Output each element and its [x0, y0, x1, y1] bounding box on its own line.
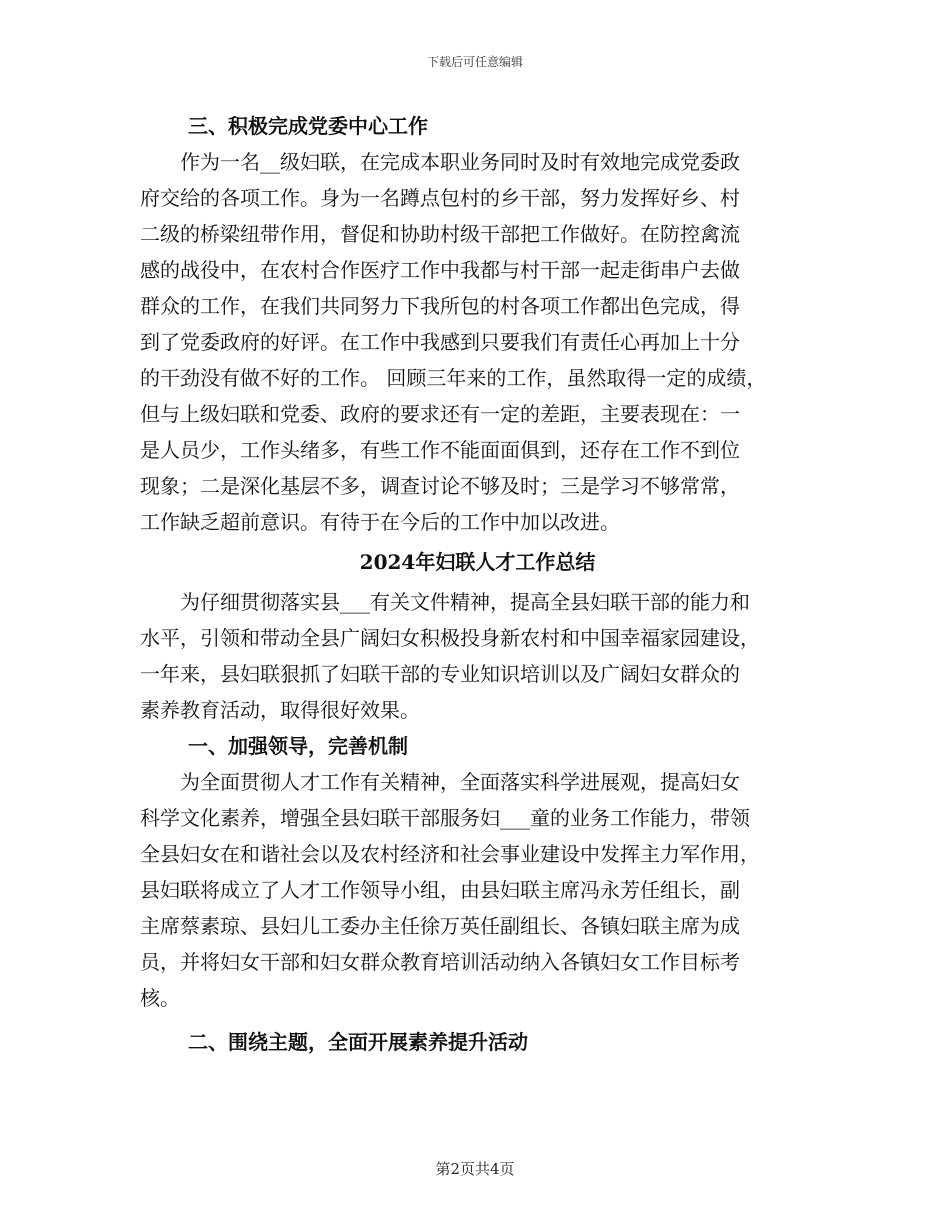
paragraph-line: 素养教育活动，取得很好效果。	[140, 698, 420, 722]
paragraph-line: 核。	[140, 986, 180, 1010]
section-3-heading: 三、积极完成党委中心工作	[188, 114, 428, 138]
intro-paragraph	[140, 584, 815, 728]
paragraph-line: 科学文化素养，增强全县妇联干部服务妇___童的业务工作能力，带领	[140, 806, 750, 830]
paragraph-line: 现象；二是深化基层不多，调查讨论不够及时；三是学习不够常常，	[140, 474, 740, 498]
paragraph-line: 府交给的各项工作。身为一名蹲点包村的乡干部，努力发挥好乡、村	[140, 186, 740, 210]
section-3-paragraph	[140, 144, 815, 540]
paragraph-line: 为仔细贯彻落实县___有关文件精神，提高全县妇联干部的能力和	[140, 590, 750, 614]
section-1-paragraph	[140, 764, 815, 1016]
paragraph-line: 到了党委政府的好评。在工作中我感到只要我们有责任心再加上十分	[140, 330, 740, 354]
page-header: 下载后可任意编辑	[426, 55, 523, 69]
paragraph-line: 水平，引领和带动全县广阔妇女积极投身新农村和中国幸福家园建设，	[140, 626, 760, 650]
paragraph-line: 一年来，县妇联狠抓了妇联干部的专业知识培训以及广阔妇女群众的	[140, 662, 740, 686]
paragraph-line: 县妇联将成立了人才工作领导小组，由县妇联主席冯永芳任组长，副	[140, 878, 740, 902]
paragraph-line: 二级的桥梁纽带作用，督促和协助村级干部把工作做好。在防控禽流	[140, 222, 740, 246]
paragraph-line: 的干劲没有做不好的工作。 回顾三年来的工作，虽然取得一定的成绩，	[140, 366, 767, 390]
page-footer: 第2页共4页	[435, 1160, 515, 1178]
paragraph-line: 感的战役中，在农村合作医疗工作中我都与村干部一起走街串户去做	[140, 258, 740, 282]
paragraph-line: 员，并将妇女干部和妇女群众教育培训活动纳入各镇妇女工作目标考	[140, 950, 740, 974]
paragraph-line: 是人员少，工作头绪多，有些工作不能面面俱到，还存在工作不到位	[140, 438, 740, 462]
paragraph-line: 工作缺乏超前意识。有待于在今后的工作中加以改进。	[140, 510, 620, 534]
paragraph-line: 为全面贯彻人才工作有关精神，全面落实科学进展观，提高妇女	[140, 770, 740, 794]
paragraph-line: 主席蔡素琼、县妇儿工委办主任徐万英任副组长、各镇妇联主席为成	[140, 914, 740, 938]
paragraph-line: 全县妇女在和谐社会以及农村经济和社会事业建设中发挥主力军作用，	[140, 842, 760, 866]
paragraph-line: 作为一名__级妇联，在完成本职业务同时及时有效地完成党委政	[140, 150, 740, 174]
section-2-heading: 二、围绕主题，全面开展素养提升活动	[188, 1030, 528, 1054]
paragraph-line: 群众的工作，在我们共同努力下我所包的村各项工作都出色完成，得	[140, 294, 740, 318]
paragraph-line: 但与上级妇联和党委、政府的要求还有一定的差距，主要表现在：一	[140, 402, 740, 426]
section-1-heading: 一、加强领导，完善机制	[188, 734, 408, 758]
document-title: 2024年妇联人才工作总结	[359, 550, 596, 574]
document-body	[140, 108, 815, 1060]
